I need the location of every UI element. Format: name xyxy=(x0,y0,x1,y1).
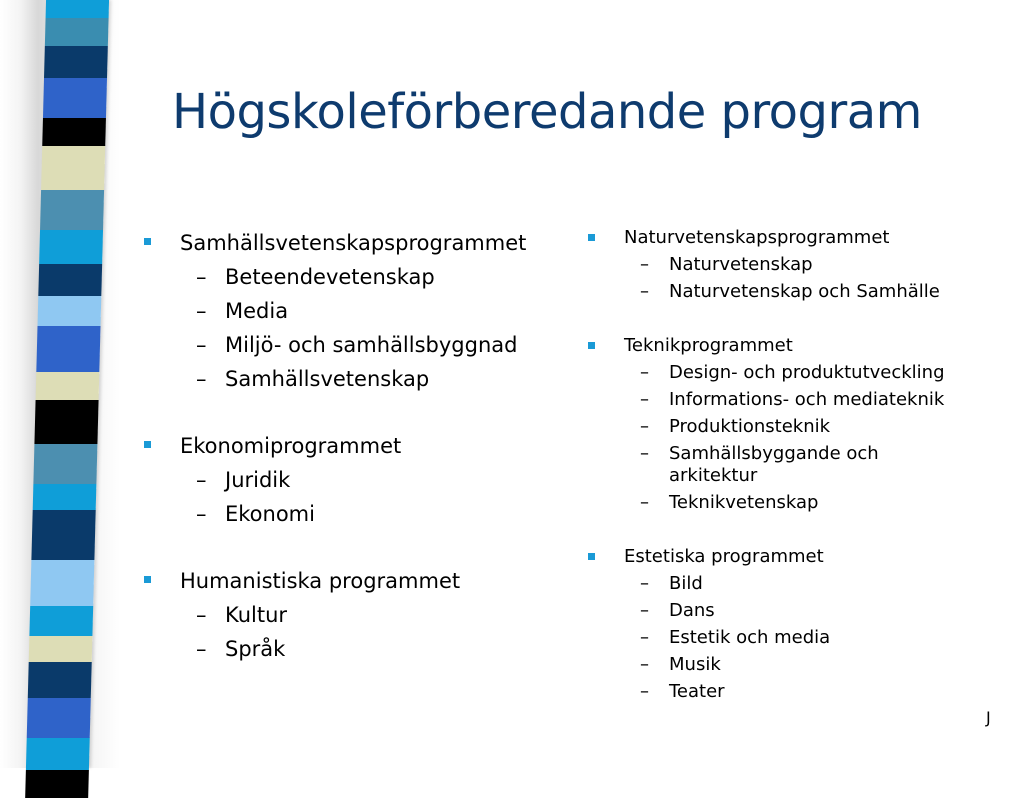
specialization-label: Estetik och media xyxy=(669,627,831,648)
specialization-item xyxy=(180,328,570,362)
strip-block xyxy=(42,118,106,146)
specialization-label: Ekonomi xyxy=(225,502,315,526)
program-item xyxy=(140,226,570,396)
specialization-item xyxy=(180,598,570,632)
left-program-list xyxy=(140,226,570,666)
program-spacer xyxy=(584,516,1004,543)
specialization-list xyxy=(180,260,570,396)
specialization-label: Språk xyxy=(225,637,286,661)
specialization-item xyxy=(180,362,570,396)
specialization-label: Samhällsvetenskap xyxy=(225,367,430,391)
specialization-label: Informations- och mediateknik xyxy=(669,389,945,410)
square-bullet-icon xyxy=(144,441,151,448)
specialization-item xyxy=(180,463,570,497)
strip-block xyxy=(44,46,108,78)
dash-bullet-icon: – xyxy=(196,265,207,289)
specialization-item xyxy=(624,624,1004,651)
strip-block xyxy=(31,510,95,560)
program-spacer xyxy=(140,531,570,564)
program-name: Teknikprogrammet xyxy=(624,335,793,356)
right-program-column xyxy=(584,224,1004,705)
specialization-label: Juridik xyxy=(225,468,291,492)
program-item xyxy=(140,564,570,666)
strip-block xyxy=(34,400,98,444)
specialization-list xyxy=(624,251,1004,305)
dash-bullet-icon: – xyxy=(196,637,207,661)
specialization-list xyxy=(624,570,1004,705)
specialization-item xyxy=(624,413,1004,440)
specialization-label: Teknikvetenskap xyxy=(669,492,819,513)
specialization-item xyxy=(624,251,1004,278)
right-program-list xyxy=(584,224,1004,705)
strip-block xyxy=(46,0,109,18)
dash-bullet-icon: – xyxy=(640,654,649,675)
dash-bullet-icon: – xyxy=(196,603,207,627)
strip-block xyxy=(36,372,100,400)
program-name: Ekonomiprogrammet xyxy=(180,434,402,458)
specialization-item xyxy=(624,570,1004,597)
specialization-label: Teater xyxy=(669,681,725,702)
dash-bullet-icon: – xyxy=(640,254,649,275)
strip-block xyxy=(28,662,92,698)
specialization-item xyxy=(180,260,570,294)
dash-bullet-icon: – xyxy=(640,627,649,648)
strip-block xyxy=(33,444,97,484)
dash-bullet-icon: – xyxy=(196,299,207,323)
strip-block xyxy=(43,78,107,118)
square-bullet-icon xyxy=(144,576,151,583)
strip-block xyxy=(39,230,103,264)
program-name: Samhällsvetenskapsprogrammet xyxy=(180,231,527,255)
program-name: Naturvetenskapsprogrammet xyxy=(624,227,890,248)
dash-bullet-icon: – xyxy=(640,281,649,302)
strip-block xyxy=(29,606,93,636)
strip-block xyxy=(30,560,94,606)
program-name: Estetiska programmet xyxy=(624,546,824,567)
dash-bullet-icon: – xyxy=(640,362,649,383)
strip-block xyxy=(45,18,109,46)
specialization-label: Media xyxy=(225,299,289,323)
specialization-list xyxy=(180,598,570,666)
dash-bullet-icon: – xyxy=(640,573,649,594)
dash-bullet-icon: – xyxy=(640,443,649,464)
specialization-item xyxy=(624,489,1004,516)
specialization-item xyxy=(624,597,1004,624)
dash-bullet-icon: – xyxy=(640,492,649,513)
specialization-label: Naturvetenskap och Samhälle xyxy=(669,281,940,302)
dash-bullet-icon: – xyxy=(196,502,207,526)
program-item xyxy=(584,224,1004,305)
specialization-item xyxy=(624,278,1004,305)
specialization-item xyxy=(180,294,570,328)
dash-bullet-icon: – xyxy=(640,681,649,702)
slide-footer: J xyxy=(986,708,991,727)
specialization-list xyxy=(624,359,1004,516)
specialization-list xyxy=(180,463,570,531)
specialization-item xyxy=(624,651,1004,678)
specialization-label: Dans xyxy=(669,600,715,621)
square-bullet-icon xyxy=(144,238,151,245)
strip-block xyxy=(33,484,97,510)
strip-block xyxy=(41,146,105,190)
dash-bullet-icon: – xyxy=(640,389,649,410)
dash-bullet-icon: – xyxy=(196,333,207,357)
strip-block xyxy=(38,296,102,326)
strip-block xyxy=(29,636,93,662)
program-name: Humanistiska programmet xyxy=(180,569,461,593)
program-spacer xyxy=(140,396,570,429)
dash-bullet-icon: – xyxy=(640,600,649,621)
specialization-label: Naturvetenskap xyxy=(669,254,813,275)
left-program-column xyxy=(140,226,570,666)
dash-bullet-icon: – xyxy=(640,416,649,437)
program-spacer xyxy=(584,305,1004,332)
strip-block xyxy=(38,264,102,296)
specialization-item xyxy=(624,386,1004,413)
specialization-item xyxy=(180,632,570,666)
square-bullet-icon xyxy=(588,342,595,349)
strip-block xyxy=(40,190,104,230)
program-item xyxy=(584,332,1004,516)
square-bullet-icon xyxy=(588,234,595,241)
specialization-label: Beteendevetenskap xyxy=(225,265,435,289)
strip-block xyxy=(25,770,89,798)
dash-bullet-icon: – xyxy=(196,468,207,492)
specialization-label: Produktionsteknik xyxy=(669,416,831,437)
strip-block xyxy=(27,698,91,738)
specialization-item xyxy=(624,678,1004,705)
dash-bullet-icon: – xyxy=(196,367,207,391)
square-bullet-icon xyxy=(588,553,595,560)
slide-title: Högskoleförberedande program xyxy=(172,84,922,140)
specialization-label: Samhällsbyggande och arkitektur xyxy=(669,443,879,486)
specialization-item xyxy=(180,497,570,531)
program-item xyxy=(140,429,570,531)
specialization-label: Bild xyxy=(669,573,703,594)
specialization-label: Musik xyxy=(669,654,721,675)
specialization-label: Design- och produktutveckling xyxy=(669,362,945,383)
specialization-item xyxy=(624,359,1004,386)
specialization-label: Miljö- och samhällsbyggnad xyxy=(225,333,518,357)
specialization-item xyxy=(624,440,1004,489)
strip-block xyxy=(26,738,90,770)
strip-block xyxy=(36,326,100,372)
program-item xyxy=(584,543,1004,705)
specialization-label: Kultur xyxy=(225,603,288,627)
